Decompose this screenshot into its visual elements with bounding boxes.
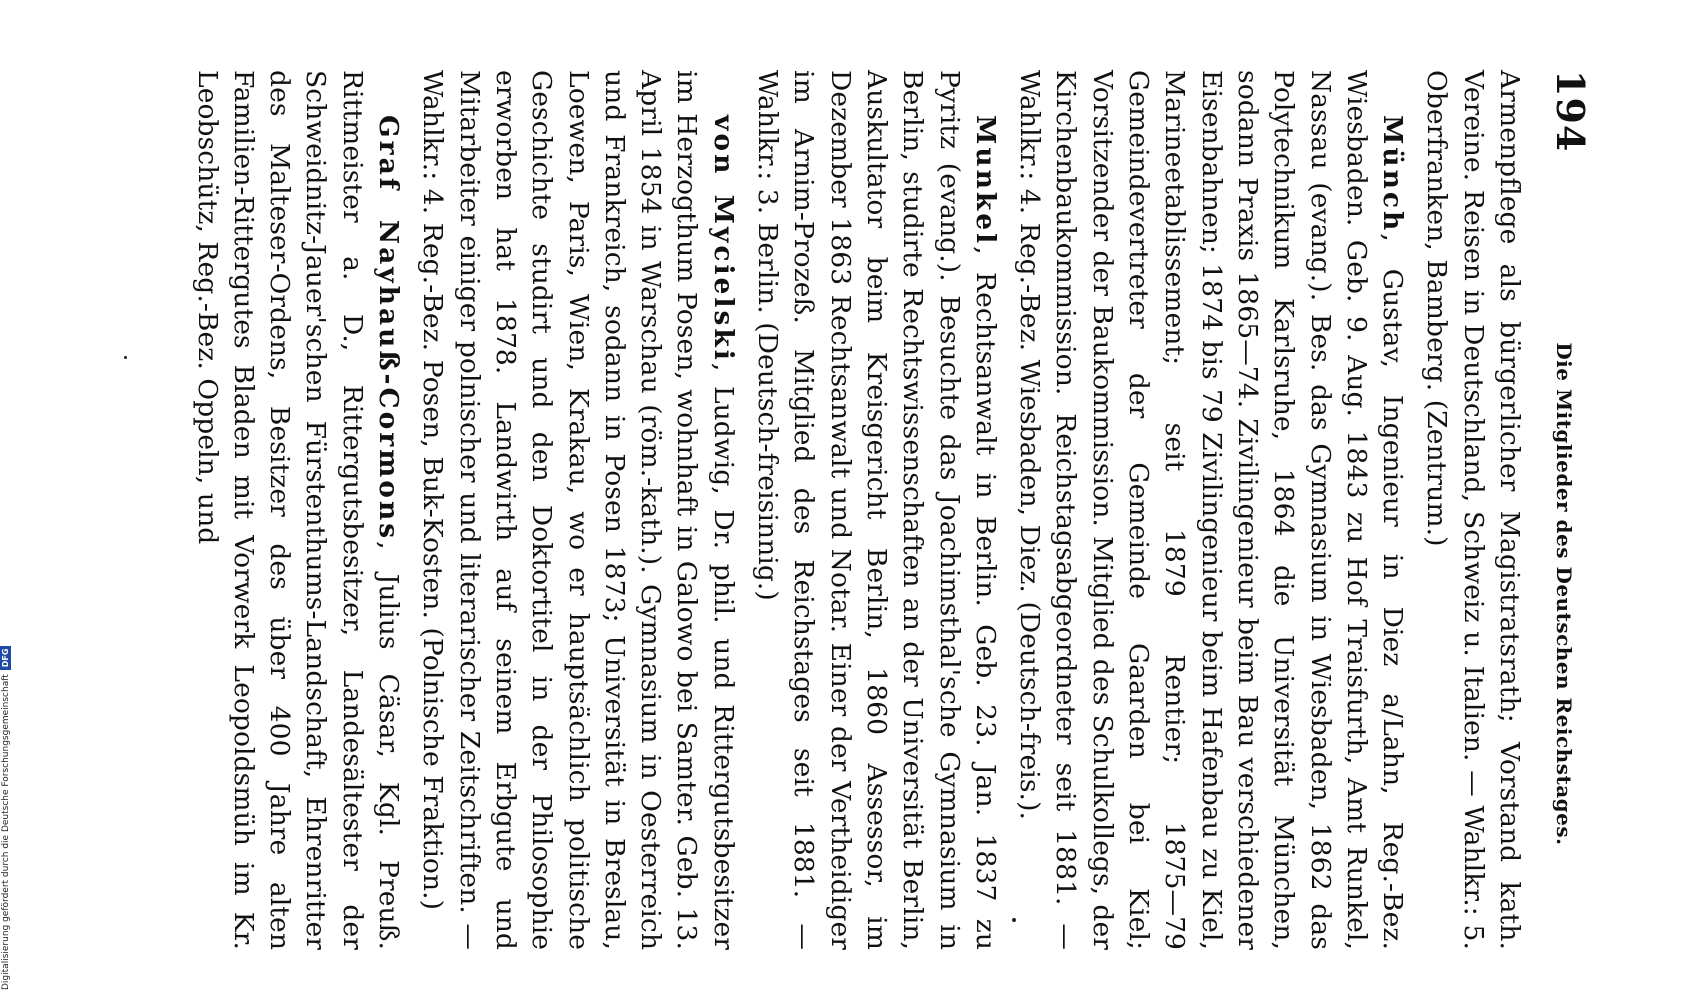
entry-text: , Rechtsanwalt in Berlin. Geb. 23. Jan. 1837 zu Pyritz (evang.). Besuchte das Joachimsthal'sche Gymnasium in Berlin, studirte Rechtswissenschaften an der Universität Berlin, Auskultator beim Kreisgericht Berlin, 1860 Assessor, im Dezember 1863 Rechtsanwalt und Notar. Einer der Vertheidiger im Arnim-Prozeß. Mitglied des Reichstages seit 1881. — Wahlkr.: 3. Berlin. (Deutsch-freisinnig.) [752, 70, 1001, 950]
scan-speck [124, 356, 127, 359]
page-header [1533, 70, 1593, 950]
entry-munkel [749, 70, 1003, 950]
entry-text: , Ludwig, Dr. phil. und Rittergutsbesitzer im Herzogthum Posen, wohnhaft in Galowo bei Samter. Geb. 13. April 1854 in Warschau (röm.-kath.). Gymnasium in Oesterreich und Frankreich, sodann in Posen 1873; Universität in Breslau, Loewen, Paris, Wien, Krakau, wo er hauptsächlich politische Geschichte studirt und den Doktortitel in der Philosophie erworben hat 1878. Landwirth auf seinem Erbgute und Mitarbeiter einiger polnischer und literarischer Zeitschriften. — Wahlkr.: 4. Reg.-Bez. Posen, Buk-Kosten. (Polnische Fraktion.) [417, 70, 739, 950]
entry-name: von Mycielski [707, 115, 739, 363]
entry-muench [1011, 70, 1410, 950]
running-title: Die Mitglieder des Deutschen Reichstages. [1552, 342, 1576, 846]
page-number: 194 [1548, 70, 1593, 153]
scanned-page [123, 70, 1593, 950]
entry-name: Munkel [969, 115, 1001, 247]
entry-text: , Julius Cäsar, Kgl. Preuß. Rittmeister a. D., Rittergutsbesitzer, Landesältester der Schweidnitz-Jauer'schen Fürstenthums-Landschaft, Ehrenritter des Malteser-Ordens, Besitzer des über 400 Jahre alten Familien-Rittergutes Bladen mit Vorwerk Leopoldsmüh im Kr. Leobschütz, Reg.-Bez. Oppeln, und [191, 70, 405, 950]
entry-text: Armenpflege als bürgerlicher Magistratsrath; Vorstand kath. Vereine. Reisen in Deutschland, Schweiz u. Italien. — Wahlkr.: 5. Oberfranken, Bamberg. (Zentrum.) [1421, 70, 1525, 950]
entry-nayhauss [188, 70, 406, 950]
entry-name: Münch [1377, 115, 1409, 234]
entry-text: , Gustav, Ingenieur in Diez a/Lahn, Reg.-Bez. Wiesbaden. Geb. 9. Aug. 1843 zu Hof Traisfurth, Amt Runkel, Nassau (evang.). Bes. das Gymnasium in Wiesbaden, 1862 das Polytechnikum Karlsruhe, 1864 die Universität München, sodann Praxis 1865—74. Zivilingenieur beim Bau verschiedener Eisenbahnen; 1874 bis 79 Zivilingenieur beim Hafenbau zu Kiel, Marineetablissement; seit 1879 Rentier; 1875—79 Gemeindevertreter der Gemeinde Gaarden bei Kiel; Vorsitzender der Baukommission. Mitglied des Schulkollegs, der Kirchenbaukommission. Reichstagsabgeordneter seit 1881. — Wahlkr.: 4. Reg.-Bez. Wiesbaden, Diez. (Deutsch-freis.). [1014, 70, 1409, 950]
entry-mycielski [414, 70, 741, 950]
scan-speck [1012, 918, 1016, 922]
entry-name: Graf Nayhauß-Cormons [373, 115, 405, 542]
watermark-text: Digitalisierung gefördert durch die Deutsche Forschungsgemeinschaft [0, 674, 11, 990]
entry-continuation [1418, 70, 1527, 950]
page-body [188, 70, 1527, 950]
dfg-logo: DFG [0, 646, 11, 671]
